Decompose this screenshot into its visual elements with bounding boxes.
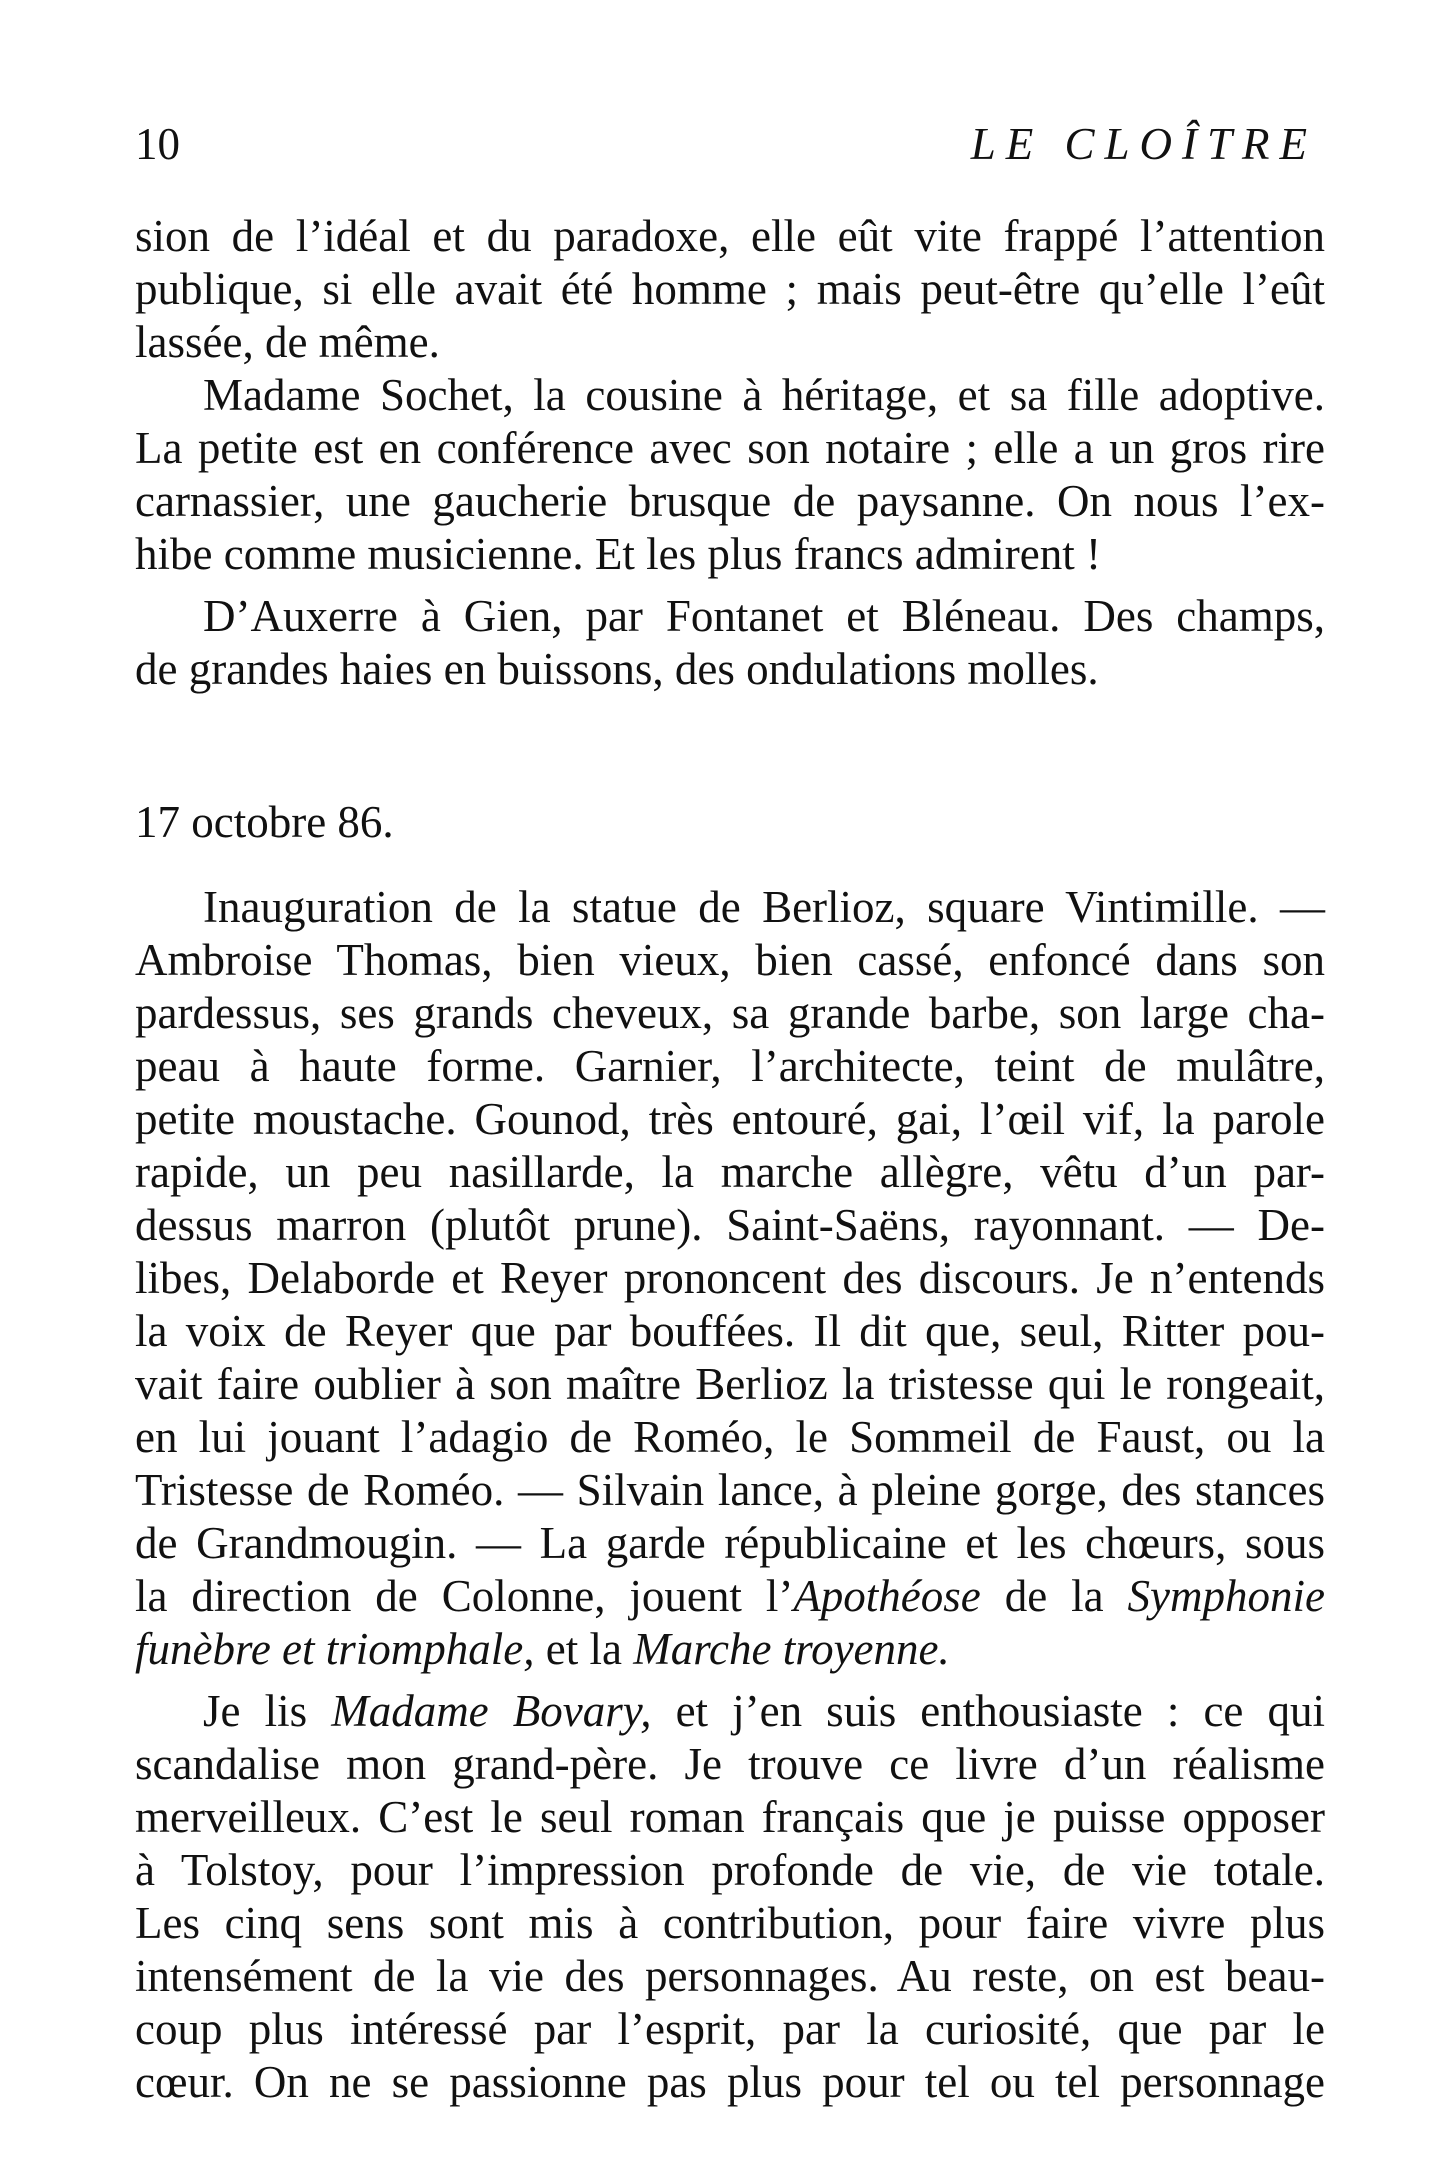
text-run: et la [534, 1624, 634, 1674]
text-line: La petite est en conférence avec son notaire ; elle a un gros rire [135, 423, 1325, 473]
text-line: carnassier, une gaucherie brusque de paysanne. On nous l’ex- [135, 476, 1325, 526]
text-line: coup plus intéressé par l’esprit, par la curiosité, que par le [135, 2004, 1325, 2054]
italic-title: Apothéose [793, 1571, 981, 1621]
page-number: 10 [135, 119, 180, 169]
text-line: rapide, un peu nasillarde, la marche allègre, vêtu d’un par- [135, 1147, 1325, 1197]
text-line: pardessus, ses grands cheveux, sa grande barbe, son large cha- [135, 988, 1325, 1038]
text-line [135, 1570, 1325, 1623]
text-run: Je lis [203, 1686, 332, 1736]
text-line: libes, Delaborde et Reyer prononcent des discours. Je n’entends [135, 1253, 1325, 1303]
italic-title: funèbre et triomphale, [135, 1624, 535, 1674]
text-line: sion de l’idéal et du paradoxe, elle eût vite frappé l’attention [135, 211, 1325, 261]
text-line: lassée, de même. [135, 317, 440, 367]
italic-title: Marche troyenne. [633, 1624, 950, 1674]
italic-title: Symphonie [1127, 1571, 1325, 1621]
text-line: merveilleux. C’est le seul roman français que je puisse opposer [135, 1792, 1325, 1842]
text-line: publique, si elle avait été homme ; mais peut-être qu’elle l’eût [135, 264, 1325, 314]
text-line: intensément de la vie des personnages. Au reste, on est beau- [135, 1951, 1325, 2001]
text-line: à Tolstoy, pour l’impression profonde de vie, de vie totale. [135, 1845, 1325, 1895]
text-line: scandalise mon grand-père. Je trouve ce livre d’un réalisme [135, 1739, 1325, 1789]
body-text [135, 210, 1325, 2109]
text-line: Inauguration de la statue de Berlioz, square Vintimille. — [203, 882, 1325, 932]
text-line: hibe comme musicienne. Et les plus francs admirent ! [135, 529, 1101, 579]
text-line: D’Auxerre à Gien, par Fontanet et Bléneau. Des champs, [203, 591, 1325, 641]
text-line: Tristesse de Roméo. — Silvain lance, à pleine gorge, des stances [135, 1465, 1325, 1515]
text-line: en lui jouant l’adagio de Roméo, le Sommeil de Faust, ou la [135, 1412, 1325, 1462]
page-header [135, 118, 1317, 178]
text-line: la voix de Reyer que par bouffées. Il dit que, seul, Ritter pou- [135, 1306, 1325, 1356]
text-line [135, 1623, 1325, 1676]
text-line: Les cinq sens sont mis à contribution, pour faire vivre plus [135, 1898, 1325, 1948]
text-line [135, 1685, 1325, 1738]
text-line: cœur. On ne se passionne pas plus pour tel ou tel personnage [135, 2057, 1325, 2107]
text-line: vait faire oublier à son maître Berlioz la tristesse qui le rongeait, [135, 1359, 1325, 1409]
text-run: et j’en suis enthousiaste : ce qui [651, 1686, 1325, 1736]
text-line: de grandes haies en buissons, des ondulations molles. [135, 644, 1099, 694]
text-run: la direction de Colonne, jouent l’ [135, 1571, 794, 1621]
text-line: Ambroise Thomas, bien vieux, bien cassé, enfoncé dans son [135, 935, 1325, 985]
running-title: LE CLOÎTRE [970, 119, 1317, 169]
entry-date: 17 octobre 86. [135, 797, 394, 847]
text-line: Madame Sochet, la cousine à héritage, et sa fille adoptive. [203, 370, 1325, 420]
text-line: peau à haute forme. Garnier, l’architecte, teint de mulâtre, [135, 1041, 1325, 1091]
text-line: petite moustache. Gounod, très entouré, gai, l’œil vif, la parole [135, 1094, 1325, 1144]
text-line: de Grandmougin. — La garde républicaine et les chœurs, sous [135, 1518, 1325, 1568]
italic-title: Madame Bovary, [331, 1686, 652, 1736]
text-run: de la [980, 1571, 1128, 1621]
text-line: dessus marron (plutôt prune). Saint-Saëns, rayonnant. — De- [135, 1200, 1325, 1250]
